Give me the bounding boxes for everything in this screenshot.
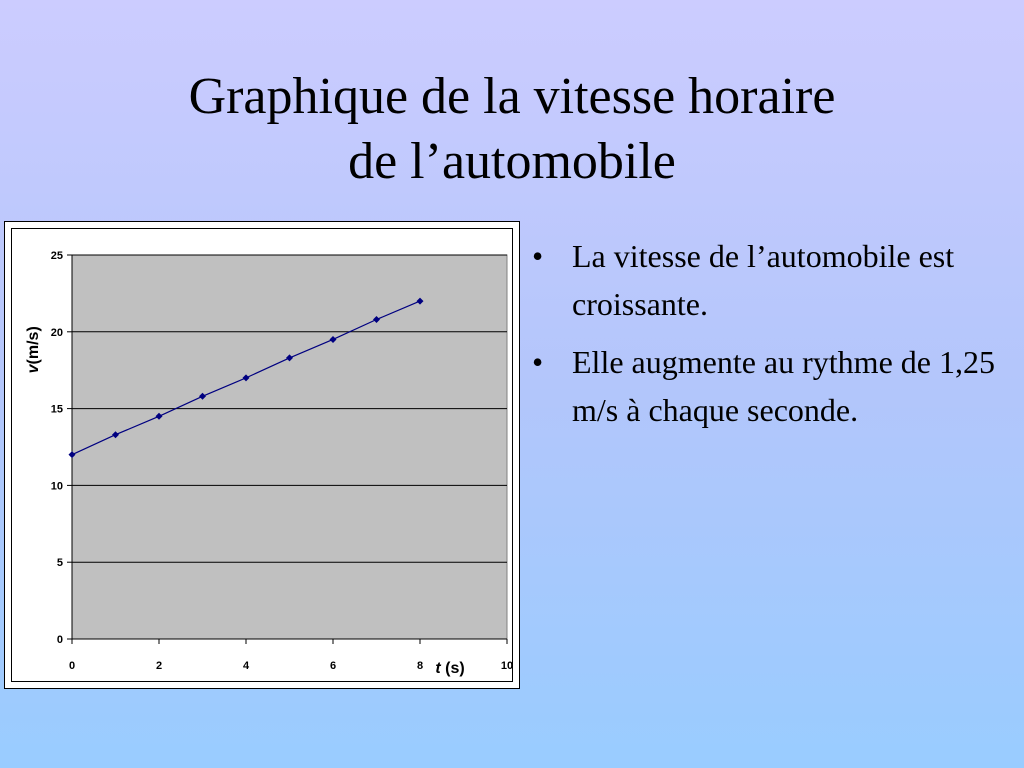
y-axis-title: [25, 326, 42, 373]
bullet-item: [530, 338, 1000, 434]
y-tick-label: 0: [56, 634, 63, 646]
bullet-item: [530, 232, 1000, 328]
bullet-list: [530, 232, 1000, 444]
slide-title-line1: Graphique de la vitesse horaire: [188, 68, 836, 125]
y-tick-label: 15: [50, 403, 63, 416]
velocity-time-chart: [5, 222, 521, 690]
x-tick-label: 10: [500, 660, 514, 672]
bullet-text: Elle augmente au rythme de 1,25 m/s à chaque seconde.: [572, 344, 995, 428]
x-tick-label: 6: [329, 660, 337, 672]
x-axis-variable: t: [435, 660, 446, 677]
plot-area: [72, 255, 507, 639]
y-tick-label: 10: [50, 480, 63, 493]
x-axis-title: [435, 660, 464, 677]
y-tick-label: 5: [56, 557, 63, 570]
y-axis-unit: (m/s): [25, 326, 42, 365]
bullet-dot: •: [532, 238, 544, 274]
bullet-dot: •: [532, 344, 544, 380]
x-tick-label: 4: [242, 660, 250, 672]
bullet-text: La vitesse de l’automobile est croissante.: [572, 238, 955, 322]
x-tick-label: 2: [155, 660, 163, 672]
y-axis-variable: v: [25, 364, 42, 374]
x-axis-unit: (s): [445, 660, 465, 677]
slide-title-line2: de l’automobile: [348, 133, 676, 190]
slide-title: [0, 64, 1024, 194]
y-tick-label: 25: [50, 250, 63, 262]
x-tick-label: 8: [416, 660, 424, 672]
chart-frame: [4, 221, 520, 689]
x-tick-label: 0: [68, 660, 76, 672]
y-tick-label: 20: [50, 326, 63, 339]
